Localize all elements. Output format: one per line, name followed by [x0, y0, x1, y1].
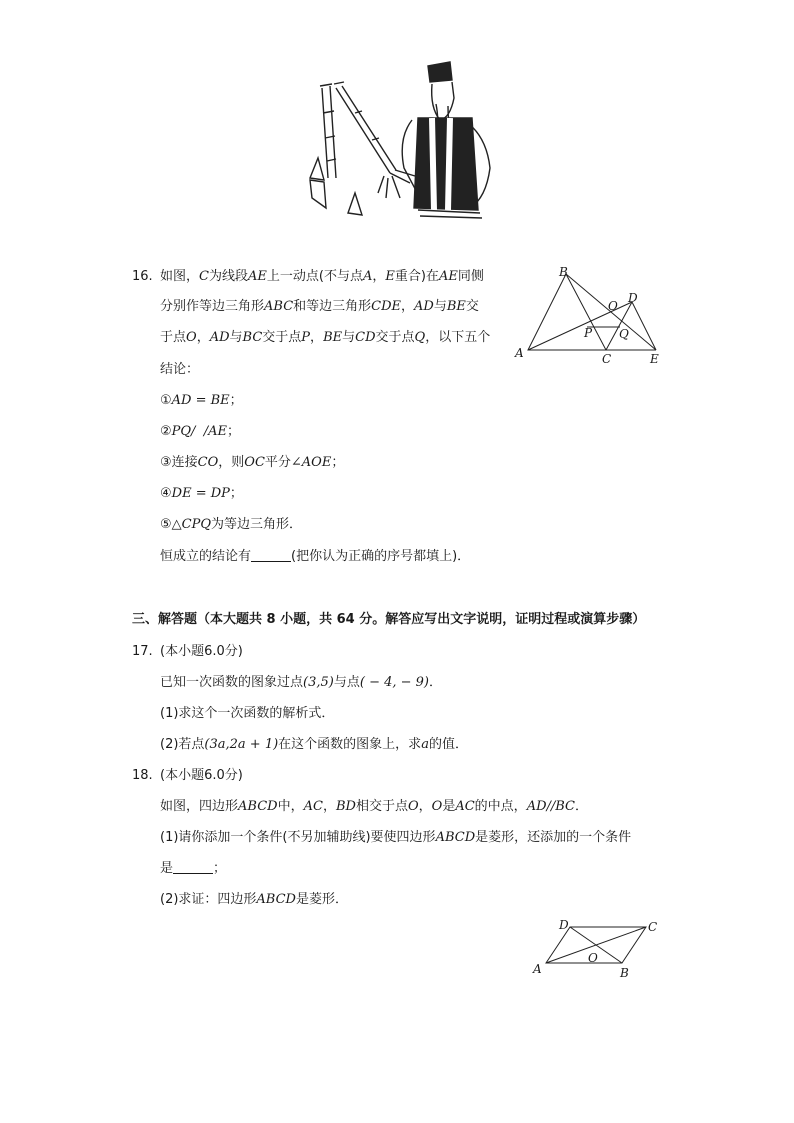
- q16-label-C: C: [602, 352, 612, 366]
- q16-line-3: 于点O，AD与BC交于点P，BE与CD交于点Q，以下五个: [160, 330, 491, 345]
- q17-line-3: (2)若点(3a,2a + 1)在这个函数的图象上，求a的值．: [160, 737, 468, 752]
- q18-label-D: D: [559, 918, 569, 932]
- scholar-bamboo-illustration: [300, 58, 500, 223]
- q16-label-P: P: [584, 326, 593, 340]
- q18-line-1: 如图，四边形ABCD中，AC，BD相交于点O，O是AC的中点，AD//BC．: [160, 799, 589, 814]
- q18-line-4: (2)求证：四边形ABCD是菱形．: [160, 892, 348, 907]
- q17-number: 17.: [132, 644, 153, 659]
- q16-number: 16.: [132, 269, 153, 284]
- q18-answer-blank[interactable]: [173, 859, 213, 874]
- q16-conclusion-2: ②PQ/ /AE；: [160, 424, 240, 439]
- q18-label-B: B: [620, 966, 629, 980]
- q17-line-1: 已知一次函数的图象过点(3,5)与点( − 4, − 9)．: [160, 675, 443, 690]
- q16-label-A: A: [515, 346, 524, 360]
- q16-conclusion-5: ⑤△CPQ为等边三角形．: [160, 517, 303, 532]
- q16-final-line: 恒成立的结论有 (把你认为正确的序号都填上)．: [160, 549, 471, 564]
- q16-label-D: D: [628, 291, 638, 305]
- q16-label-O: O: [608, 299, 618, 313]
- q18-number: 18.: [132, 768, 153, 783]
- q16-line-4: 结论：: [160, 362, 200, 377]
- q16-conclusion-4: ④DE = DP；: [160, 486, 243, 501]
- q16-figure: [510, 262, 670, 372]
- q16-answer-blank[interactable]: [251, 547, 291, 562]
- q16-line-1: 如图，C为线段AE上一动点(不与点A，E重合)在AE同侧: [160, 269, 484, 284]
- q18-score: (本小题6.0分): [160, 768, 243, 783]
- q16-label-E: E: [650, 352, 659, 366]
- q16-conclusion-1: ①AD = BE；: [160, 393, 243, 408]
- q18-figure: [528, 915, 668, 985]
- q18-label-O: O: [588, 951, 598, 965]
- q17-score: (本小题6.0分): [160, 644, 243, 659]
- q18-line-2: (1)请你添加一个条件(不另加辅助线)要使四边形ABCD是菱形，还添加的一个条件: [160, 830, 632, 845]
- q16-line-2: 分别作等边三角形ABC和等边三角形CDE，AD与BE交: [160, 299, 479, 314]
- q16-conclusion-3: ③连接CO，则OC平分∠AOE；: [160, 455, 345, 470]
- q16-label-Q: Q: [619, 327, 629, 341]
- q16-label-B: B: [559, 265, 568, 279]
- q17-line-2: (1)求这个一次函数的解析式．: [160, 706, 335, 721]
- section-3-title: 三、解答题（本大题共 8 小题，共 64 分。解答应写出文字说明，证明过程或演算步骤）: [132, 612, 646, 627]
- q18-label-C: C: [648, 920, 658, 934]
- q18-label-A: A: [533, 962, 542, 976]
- q18-line-3: 是 ；: [160, 861, 227, 876]
